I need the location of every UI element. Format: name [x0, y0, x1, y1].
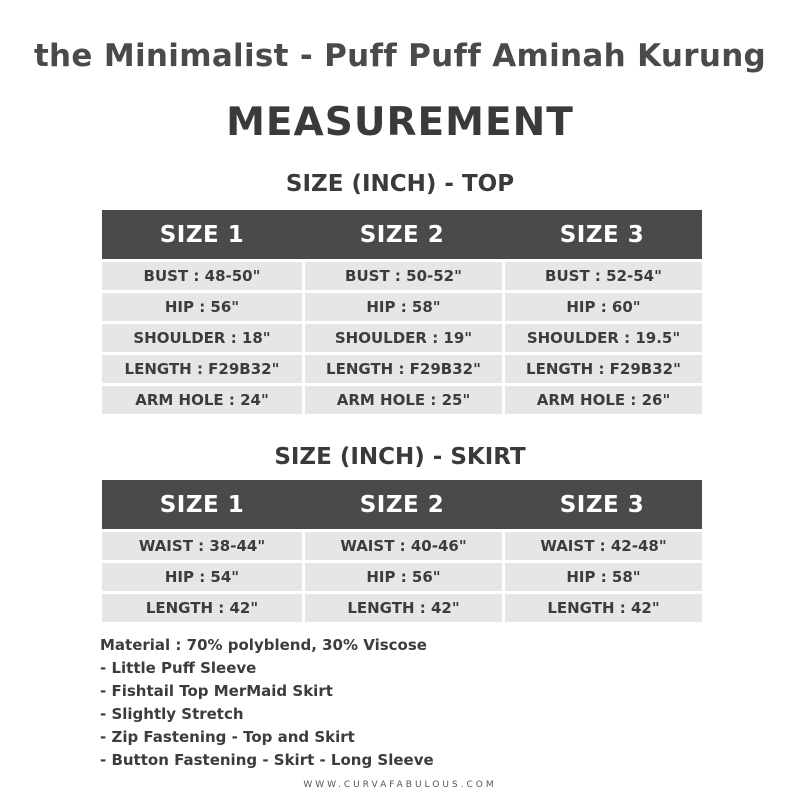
table-cell: LENGTH : 42"	[102, 591, 302, 622]
feature-note: - Fishtail Top MerMaid Skirt	[100, 682, 333, 700]
size-header: SIZE 3	[502, 480, 702, 529]
table-row	[102, 529, 702, 560]
table-cell: ARM HOLE : 25"	[302, 383, 502, 414]
product-notes	[100, 634, 434, 772]
product-title: the Minimalist - Puff Puff Aminah Kurung	[33, 38, 767, 74]
feature-note: - Button Fastening - Skirt - Long Sleeve	[100, 751, 434, 769]
table-cell: WAIST : 38-44"	[102, 529, 302, 560]
table-row	[102, 352, 702, 383]
table-cell: WAIST : 42-48"	[502, 529, 702, 560]
table-row	[102, 560, 702, 591]
table-row	[102, 321, 702, 352]
table-cell: HIP : 58"	[302, 290, 502, 321]
table-cell: SHOULDER : 19"	[302, 321, 502, 352]
table-cell: HIP : 54"	[102, 560, 302, 591]
skirt-size-table	[102, 480, 702, 622]
size-header: SIZE 1	[102, 480, 302, 529]
feature-note: - Zip Fastening - Top and Skirt	[100, 728, 355, 746]
table-cell: SHOULDER : 18"	[102, 321, 302, 352]
feature-note: - Slightly Stretch	[100, 705, 244, 723]
top-section-title: SIZE (INCH) - TOP	[285, 171, 515, 197]
table-cell: HIP : 56"	[302, 560, 502, 591]
measurement-heading: MEASUREMENT	[226, 100, 574, 145]
skirt-section-title: SIZE (INCH) - SKIRT	[274, 444, 526, 470]
top-size-table	[102, 210, 702, 414]
table-cell: LENGTH : F29B32"	[502, 352, 702, 383]
table-cell: BUST : 50-52"	[302, 259, 502, 290]
size-header: SIZE 2	[302, 480, 502, 529]
table-cell: WAIST : 40-46"	[302, 529, 502, 560]
size-header: SIZE 2	[302, 210, 502, 259]
table-row	[102, 383, 702, 414]
size-header: SIZE 3	[502, 210, 702, 259]
table-row	[102, 290, 702, 321]
table-cell: LENGTH : 42"	[302, 591, 502, 622]
table-cell: LENGTH : F29B32"	[102, 352, 302, 383]
table-cell: BUST : 48-50"	[102, 259, 302, 290]
table-cell: HIP : 58"	[502, 560, 702, 591]
table-row	[102, 259, 702, 290]
table-cell: HIP : 60"	[502, 290, 702, 321]
table-cell: SHOULDER : 19.5"	[502, 321, 702, 352]
table-header-row	[102, 210, 702, 259]
table-cell: LENGTH : 42"	[502, 591, 702, 622]
material-note: Material : 70% polyblend, 30% Viscose	[100, 636, 427, 654]
table-cell: LENGTH : F29B32"	[302, 352, 502, 383]
table-cell: ARM HOLE : 24"	[102, 383, 302, 414]
table-row	[102, 591, 702, 622]
table-cell: BUST : 52-54"	[502, 259, 702, 290]
size-header: SIZE 1	[102, 210, 302, 259]
feature-note: - Little Puff Sleeve	[100, 659, 257, 677]
table-cell: HIP : 56"	[102, 290, 302, 321]
table-header-row	[102, 480, 702, 529]
website-footer: WWW.CURVAFABULOUS.COM	[303, 780, 497, 790]
table-cell: ARM HOLE : 26"	[502, 383, 702, 414]
